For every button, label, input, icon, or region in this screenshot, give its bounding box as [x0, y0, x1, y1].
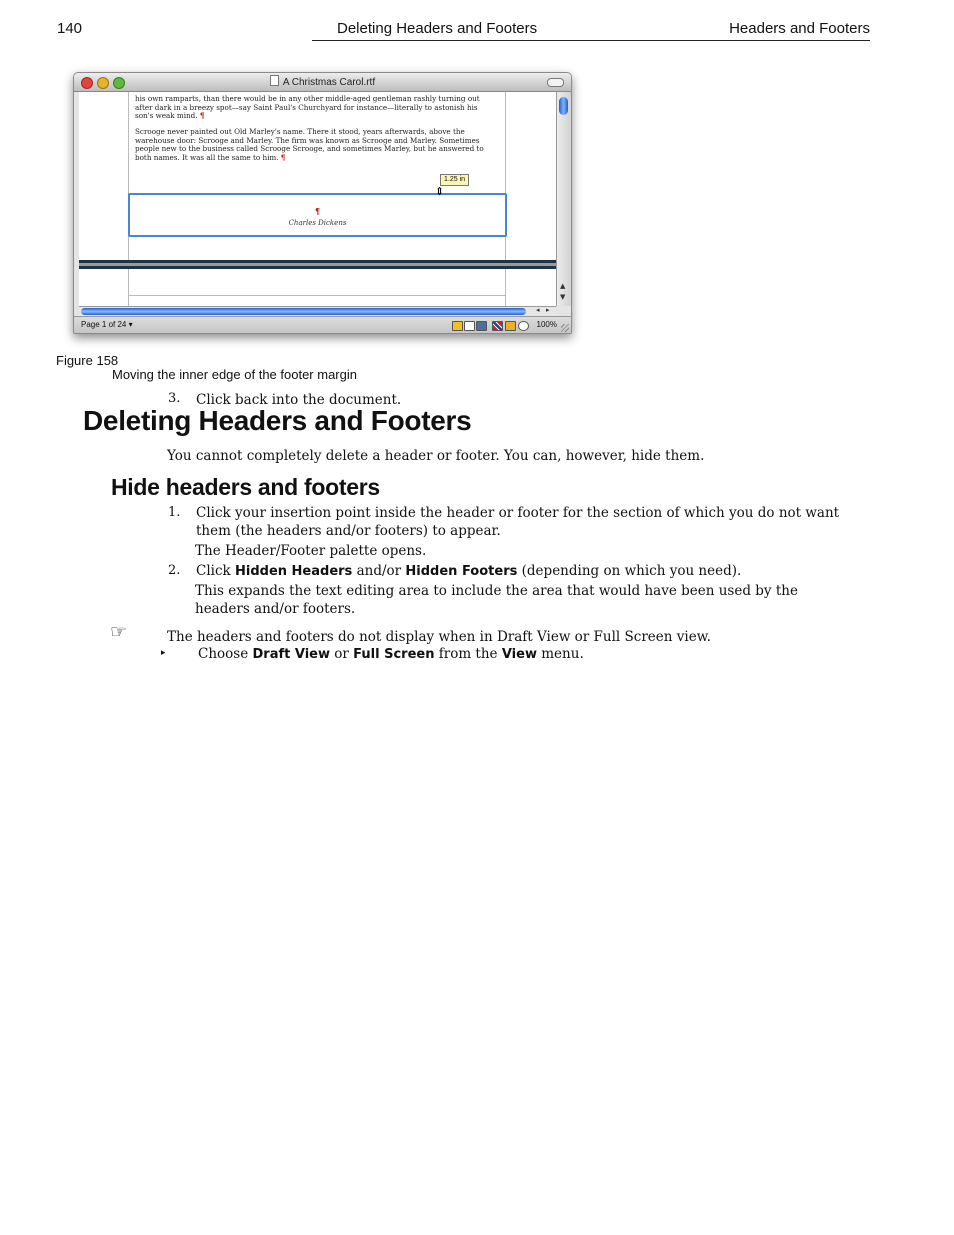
step-number: 2.: [168, 563, 181, 578]
pilcrow-mark: ¶: [280, 152, 286, 162]
text-run: Choose: [198, 646, 253, 662]
next-page-header-region[interactable]: [128, 295, 506, 306]
step-1-line: them (the headers and/or footers) to appear.: [196, 523, 501, 539]
text-run: (depending on which you need).: [517, 563, 742, 579]
footer-region[interactable]: [128, 193, 507, 237]
step-2-result-line: This expands the text editing area to include the area that would have been used by the: [195, 583, 798, 599]
step-1-result: The Header/Footer palette opens.: [195, 543, 427, 559]
step-2-text: [196, 562, 741, 581]
text-run: and/or: [352, 563, 406, 579]
horizontal-scrollbar[interactable]: [79, 306, 556, 316]
text-line: son's weak mind.: [135, 111, 198, 121]
status-bar: [74, 316, 571, 334]
text-line: Scrooge never painted out Old Marley's name. There it stood, years afterwards, above the: [135, 127, 465, 136]
text-line: warehouse door: Scrooge and Marley. The firm was known as Scrooge and Marley. Sometimes: [135, 135, 480, 145]
window-title: [74, 75, 571, 88]
next-page: [79, 266, 556, 309]
section-heading: Deleting Headers and Footers: [83, 405, 472, 436]
footer-signature: Charles Dickens: [288, 219, 347, 227]
running-header-chapter: Headers and Footers: [729, 20, 870, 37]
header-rule: [312, 40, 870, 41]
margin-tooltip: 1.25 in: [440, 174, 469, 186]
vertical-scroll-thumb[interactable]: [559, 97, 568, 115]
page-number: 140: [57, 20, 83, 37]
document-page: [79, 92, 556, 263]
scroll-left-arrow-icon[interactable]: ◂: [536, 306, 540, 314]
document-area: [79, 92, 556, 306]
toolbar-toggle-icon: [547, 78, 564, 87]
running-header-section: Deleting Headers and Footers: [337, 20, 538, 37]
horizontal-scroll-thumb[interactable]: [81, 308, 526, 315]
text-line: both names. It was all the same to him.: [135, 152, 279, 162]
ui-term-draft-view: Draft View: [252, 647, 330, 662]
layout-icon[interactable]: [464, 321, 475, 331]
pilcrow-mark: ¶: [199, 111, 205, 121]
step-number: 3.: [168, 391, 181, 406]
note-action: [198, 645, 584, 664]
step-text: Click back into the document.: [196, 392, 402, 408]
figure-label: Figure 158: [56, 353, 119, 368]
highlight-icon[interactable]: [452, 321, 463, 331]
text-run: menu.: [536, 646, 584, 662]
text-run: or: [330, 646, 354, 662]
scroll-down-arrow-icon[interactable]: ▼: [560, 293, 566, 301]
bullet-triangle-icon: ▸: [161, 648, 166, 658]
ui-term-full-screen: Full Screen: [353, 647, 435, 662]
text-run: Click: [196, 563, 235, 579]
figure-caption: Moving the inner edge of the footer margin: [112, 367, 357, 382]
scroll-up-arrow-icon[interactable]: ▲: [560, 282, 566, 290]
magnifier-icon[interactable]: [518, 321, 529, 331]
step-number: 1.: [168, 505, 181, 520]
view-mode-icon[interactable]: [476, 321, 487, 331]
pointing-hand-icon: ☞: [110, 621, 128, 643]
step-1-line: Click your insertion point inside the header or footer for the section of which you do not want: [196, 505, 840, 521]
ui-term-hidden-footers: Hidden Footers: [405, 564, 518, 579]
paragraph-2: [135, 128, 505, 162]
ui-term-view-menu: View: [501, 647, 537, 662]
text-line: his own ramparts, than there would be in any other middle-aged gentleman rashly turning out: [135, 94, 480, 103]
figure-screenshot-window: [73, 72, 572, 334]
subsection-heading: Hide headers and footers: [111, 474, 380, 500]
ui-term-hidden-headers: Hidden Headers: [235, 564, 353, 579]
text-line: people new to the business called Scrooge Scrooge, and sometimes Marley, but he answered to: [135, 144, 484, 154]
paragraph-1: [135, 95, 505, 121]
resize-cursor-icon: ⇕: [435, 185, 445, 198]
resize-grip-icon[interactable]: [561, 324, 569, 332]
step-2-result-line: headers and/or footers.: [195, 601, 356, 617]
step-2-result: [195, 582, 798, 618]
language-flag-icon[interactable]: [492, 321, 503, 331]
text-line: after dark in a breezy spot—say Saint Paul's Churchyard for instance—literally to astonish his: [135, 102, 478, 112]
step-1-text: [196, 504, 839, 540]
text-run: from the: [434, 646, 502, 662]
page-count-menu[interactable]: Page 1 of 24 ▾: [81, 320, 133, 329]
section-intro: You cannot completely delete a header or footer. You can, however, hide them.: [167, 448, 705, 464]
note-text: The headers and footers do not display when in Draft View or Full Screen view.: [167, 629, 711, 645]
window-title-text: A Christmas Carol.rtf: [282, 77, 376, 88]
vertical-scrollbar[interactable]: [556, 92, 571, 306]
window-titlebar: [74, 73, 571, 92]
pilcrow-mark: ¶: [314, 206, 321, 216]
zoom-level[interactable]: 100%: [536, 320, 557, 329]
document-icon: [270, 75, 279, 86]
scroll-right-arrow-icon[interactable]: ▸: [546, 306, 550, 314]
lock-icon[interactable]: [505, 321, 516, 331]
